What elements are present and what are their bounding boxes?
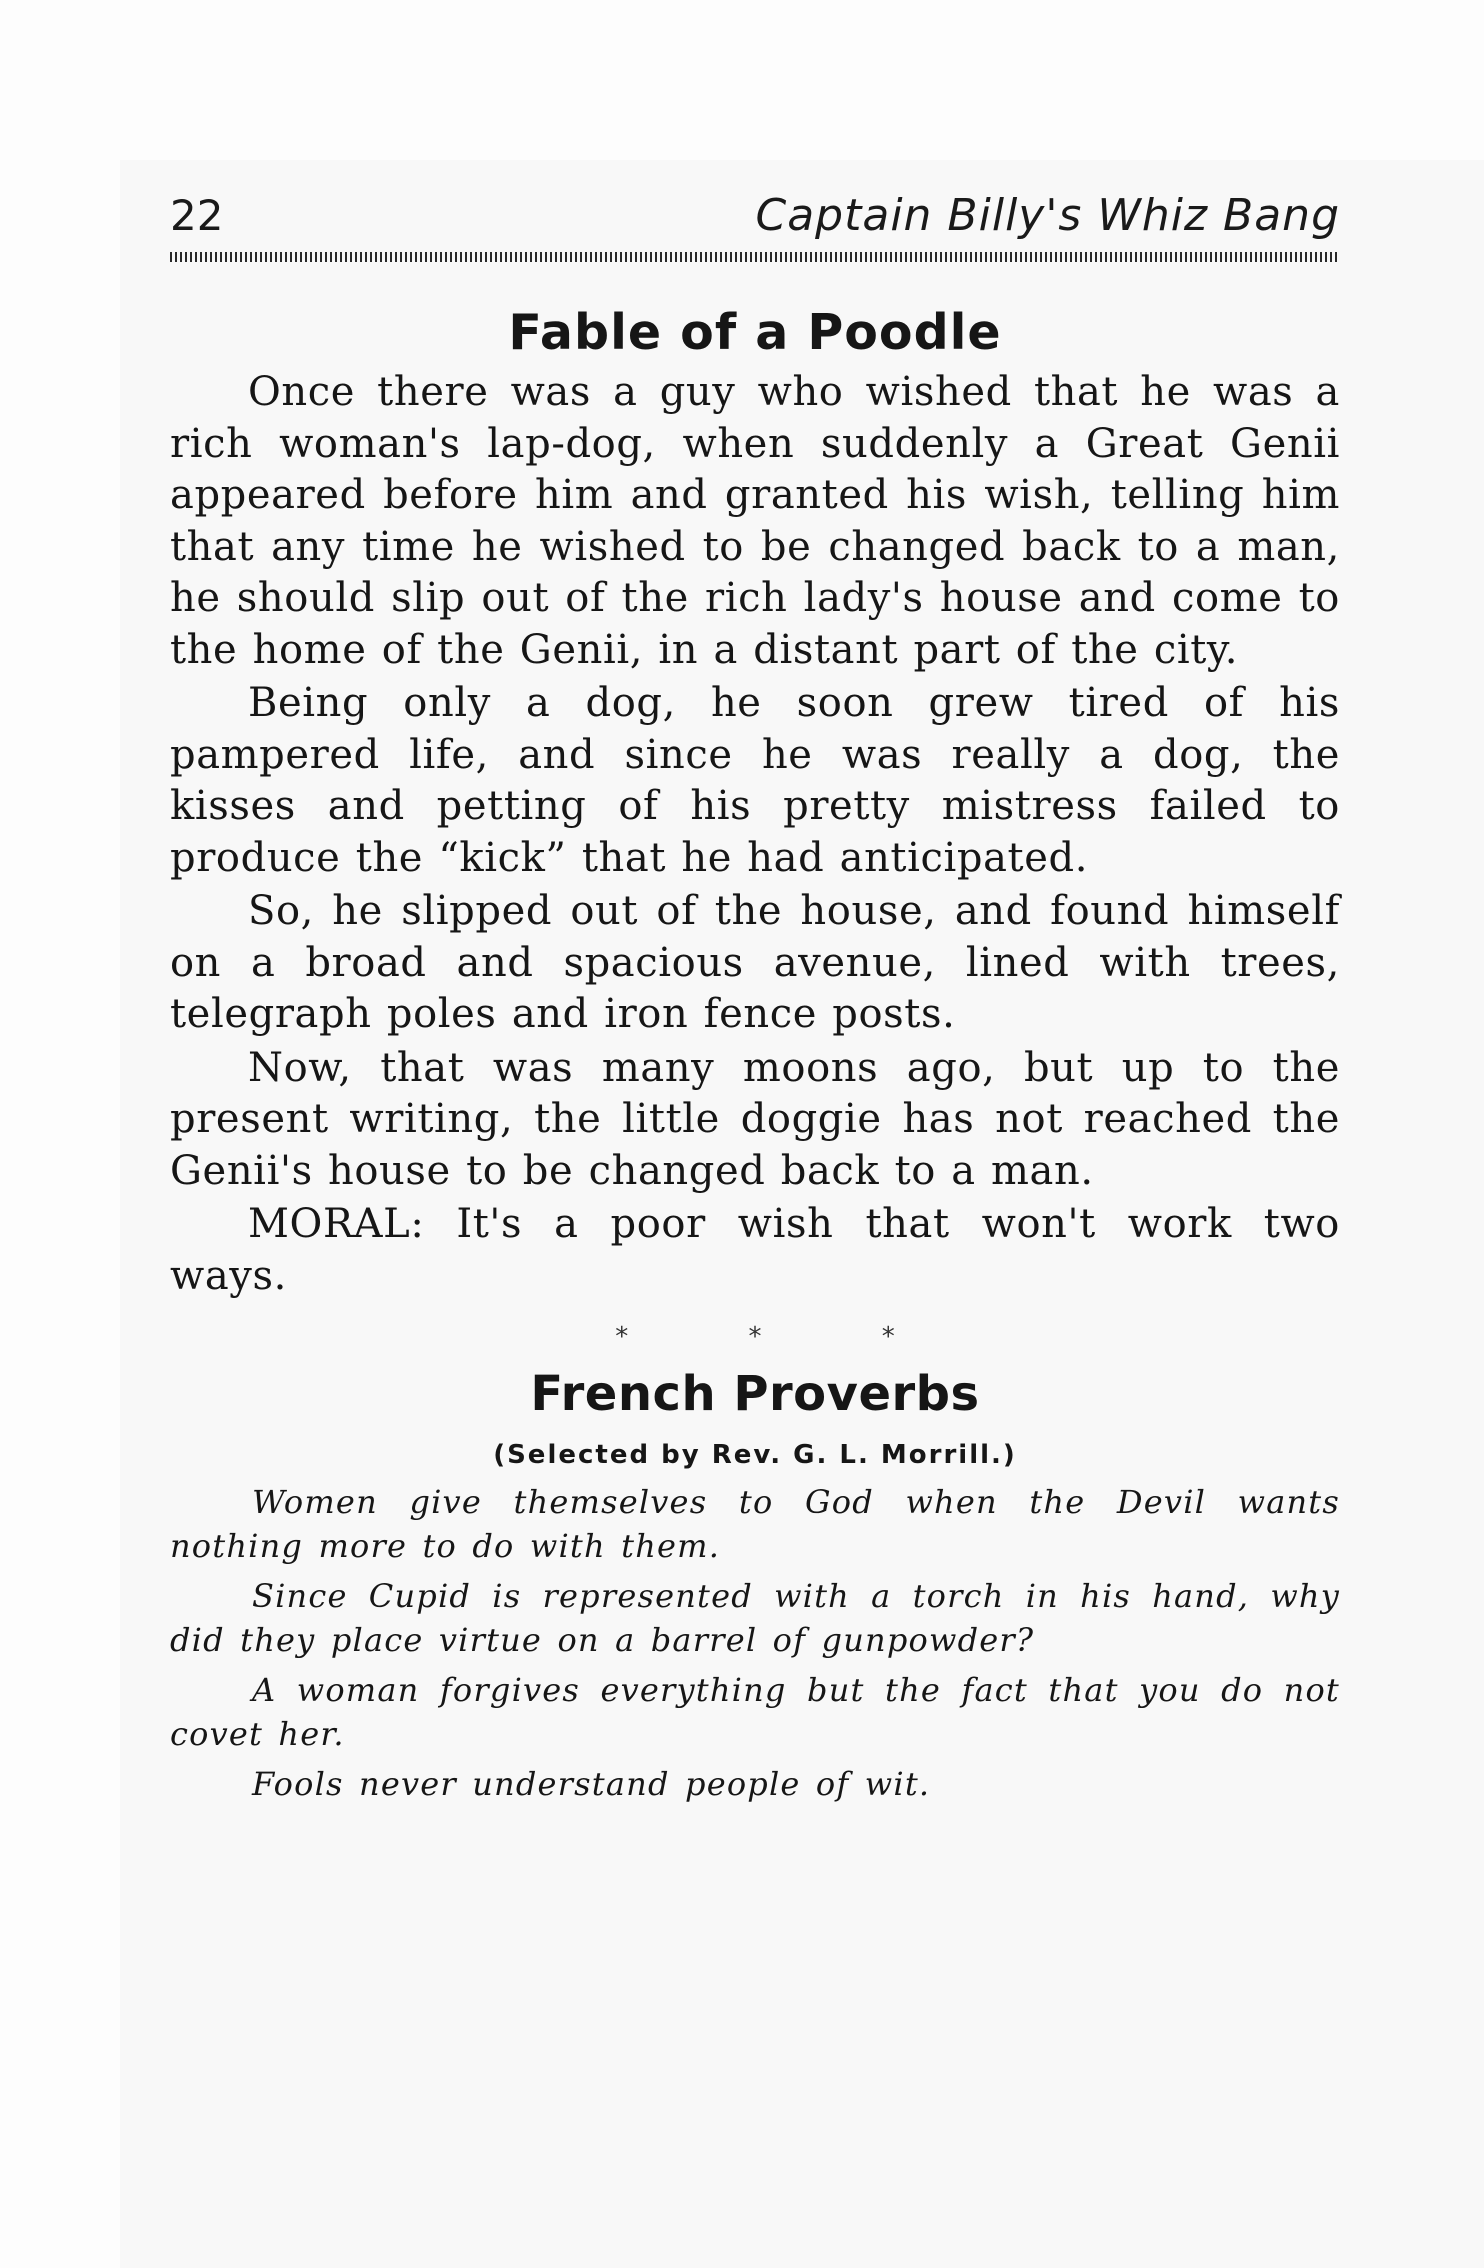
fable-moral: MORAL: It's a poor wish that won't work two ways.	[170, 1201, 1340, 1299]
page-content	[170, 190, 1340, 1812]
fable-paragraph: So, he slipped out of the house, and found himself on a broad and spacious avenue, lined with trees, telegraph poles and iron fence posts.	[170, 888, 1340, 1037]
proverbs-title: French Proverbs	[530, 1366, 980, 1422]
proverb-item: A woman forgives everything but the fact that you do not covet her.	[170, 1671, 1340, 1753]
proverbs-byline: (Selected by Rev. G. L. Morrill.)	[493, 1440, 1017, 1470]
proverbs-section	[170, 1366, 1340, 1806]
proverb-item: Since Cupid is represented with a torch in his hand, why did they place virtue on a barrel of gunpowder?	[170, 1577, 1340, 1659]
proverb-item: Fools never understand people of wit.	[252, 1765, 931, 1803]
fable-paragraph: Now, that was many moons ago, but up to the present writing, the little doggie has not reached the Genii's house to be changed back to a man.	[170, 1044, 1340, 1194]
fable-paragraph: Once there was a guy who wished that he was a rich woman's lap-dog, when suddenly a Great Genii appeared before him and granted his wish, telling him that any time he wished to be changed back to a man, he should slip out of the rich lady's house and come to the home of the Genii, in a distant part of the city.	[170, 369, 1340, 673]
proverb-item: Women give themselves to God when the Devil wants nothing more to do with them.	[170, 1483, 1340, 1565]
running-header	[170, 190, 1340, 248]
asterism-separator: * * *	[615, 1322, 951, 1352]
fable-section	[170, 304, 1340, 1302]
header-rule	[170, 252, 1340, 262]
fable-paragraph: Being only a dog, he soon grew tired of his pampered life, and since he was really a dog, the kisses and petting of his pretty mistress failed to produce the “kick” that he had anticipated.	[170, 680, 1340, 881]
fable-title: Fable of a Poodle	[508, 304, 1002, 361]
page-number: 22	[170, 191, 224, 240]
publication-title: Captain Billy's Whiz Bang	[755, 190, 1340, 241]
